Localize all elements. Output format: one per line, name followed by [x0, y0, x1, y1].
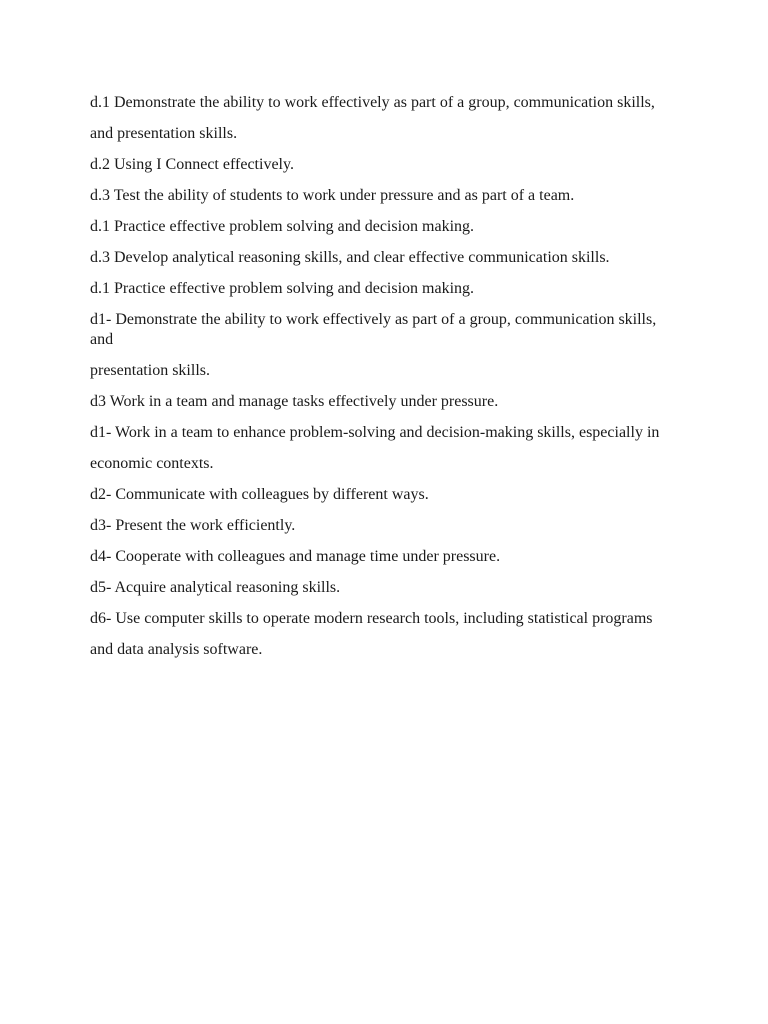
text-line: d6- Use computer skills to operate modern research tools, including statistical programs — [90, 610, 653, 627]
text-line: d.2 Using I Connect effectively. — [90, 156, 294, 173]
text-line: d5- Acquire analytical reasoning skills. — [90, 579, 341, 596]
text-line: d3- Present the work efficiently. — [90, 517, 296, 534]
text-line: d1- Demonstrate the ability to work effectively as part of a group, communication skills, — [90, 311, 657, 328]
text-line: d.3 Test the ability of students to work under pressure and as part of a team. — [90, 187, 575, 204]
document-body — [90, 92, 680, 670]
text-line: d2- Communicate with colleagues by different ways. — [90, 486, 429, 503]
text-line: d3 Work in a team and manage tasks effectively under pressure. — [90, 393, 499, 410]
text-line: presentation skills. — [90, 362, 210, 379]
text-line: and — [90, 331, 114, 348]
text-line: d1- Work in a team to enhance problem-solving and decision-making skills, especially in — [90, 424, 660, 441]
text-line: d.3 Develop analytical reasoning skills, and clear effective communication skills. — [90, 249, 610, 266]
text-line: economic contexts. — [90, 455, 214, 472]
text-line: d4- Cooperate with colleagues and manage time under pressure. — [90, 548, 501, 565]
text-line: d.1 Demonstrate the ability to work effectively as part of a group, communication skills, — [90, 94, 655, 111]
text-line: d.1 Practice effective problem solving and decision making. — [90, 218, 475, 235]
text-line: and presentation skills. — [90, 125, 238, 142]
text-line: d.1 Practice effective problem solving and decision making. — [90, 280, 475, 297]
text-line: and data analysis software. — [90, 641, 263, 658]
